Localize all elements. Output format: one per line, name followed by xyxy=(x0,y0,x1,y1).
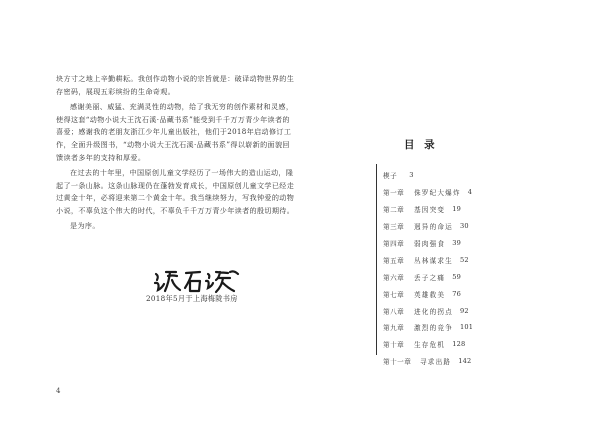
toc-entry[interactable] xyxy=(383,184,533,201)
toc-divider xyxy=(376,164,377,355)
toc-chapter-title: 进化的拐点 xyxy=(414,307,453,316)
toc-chapter-label: 第七章 xyxy=(383,290,405,299)
toc-chapter-title: 丢子之痛 xyxy=(414,273,446,282)
preface-date-line: 2018年5月于上海梅陇书房 xyxy=(146,294,238,303)
toc-chapter-label: 第二章 xyxy=(383,206,405,215)
toc-chapter-label: 第一章 xyxy=(383,189,405,198)
toc-page-number: 52 xyxy=(459,255,469,264)
toc-entry[interactable] xyxy=(383,302,533,319)
toc-chapter-title: 寻求出路 xyxy=(420,358,452,367)
toc-list xyxy=(383,167,533,370)
preface-paragraph: 在过去的十年里，中国原创儿童文学经历了一场伟大的造山运动，隆起了一条山脉。这条山脉现仍在蓬勃发育成长，中国原创儿童文学已经走过黄金十年，必将迎来第二个黄金十年。我当继续努力，写我钟爱的动物小说，不辜负这个伟大的时代，不辜负千千万万青少年读者的殷切期待。 xyxy=(56,167,295,216)
toc-entry[interactable] xyxy=(383,251,533,268)
toc-page-number: 128 xyxy=(452,340,466,349)
toc-chapter-title: 生存危机 xyxy=(414,341,446,350)
toc-chapter-title: 激烈的竞争 xyxy=(414,324,453,333)
toc-page-number: 4 xyxy=(467,188,473,197)
toc-chapter-title: 丛林谋求生 xyxy=(414,256,453,265)
toc-page-number: 3 xyxy=(409,171,414,180)
toc-chapter-label: 第六章 xyxy=(383,273,405,282)
toc-entry[interactable] xyxy=(383,285,533,302)
preface-paragraph: 是为序。 xyxy=(70,221,100,231)
toc-page-number: 92 xyxy=(459,306,469,315)
toc-page-number: 101 xyxy=(459,323,474,332)
toc-entry[interactable] xyxy=(383,319,533,336)
toc-entry[interactable] xyxy=(383,218,533,235)
toc-entry[interactable] xyxy=(383,336,533,353)
toc-chapter-label: 第十一章 xyxy=(383,358,412,367)
toc-page-number: 39 xyxy=(452,239,461,247)
toc-entry[interactable] xyxy=(383,268,533,285)
toc-chapter-label: 第九章 xyxy=(383,324,405,333)
toc-page-number: 142 xyxy=(458,357,472,366)
preface-text xyxy=(56,73,296,235)
toc-chapter-title: 弱肉强食 xyxy=(414,240,446,248)
toc-chapter-label: 第十章 xyxy=(383,341,405,350)
toc-page-number: 76 xyxy=(452,289,461,298)
toc-chapter-label: 楔子 xyxy=(383,172,398,181)
toc-chapter-title: 基因突变 xyxy=(414,206,446,215)
toc-chapter-label: 第三章 xyxy=(383,223,405,232)
toc-entry[interactable] xyxy=(383,201,533,218)
toc-chapter-label: 第四章 xyxy=(383,240,405,248)
toc-entry[interactable] xyxy=(383,167,533,184)
toc-chapter-label: 第五章 xyxy=(383,256,405,265)
toc-page-number: 19 xyxy=(452,205,461,214)
toc-page-number: 30 xyxy=(459,222,469,231)
toc-chapter-label: 第八章 xyxy=(383,307,405,316)
toc-chapter-title: 英雄救美 xyxy=(414,290,446,299)
toc-title: 目 录 xyxy=(404,139,438,151)
toc-entry[interactable] xyxy=(383,353,533,370)
toc-chapter-title: 迥异的命运 xyxy=(414,223,453,232)
toc-page-number: 59 xyxy=(452,272,461,281)
toc-chapter-title: 侏罗纪大爆炸 xyxy=(414,189,461,198)
page-number: 4 xyxy=(56,387,61,395)
preface-paragraph: 感谢美丽、威猛、充满灵性的动物，给了我无穷的创作素材和灵感，使得这套“动物小说大王沈石溪·品藏书系”能受到千千万万青少年读者的喜爱；感谢我的老朋友浙江少年儿童出版社，他们于2018年启动修订工作，全面升级图书，“动物小说大王沈石溪·品藏书系”得以崭新的面貌回馈读者多年的支持和厚爱。 xyxy=(56,101,294,162)
author-signature xyxy=(150,266,250,296)
preface-paragraph: 块方寸之地上辛勤耕耘。我创作动物小说的宗旨就是：破译动物世界的生存密码，展现五彩缤纷的生命奇观。 xyxy=(56,74,295,96)
toc-entry[interactable] xyxy=(383,235,533,252)
